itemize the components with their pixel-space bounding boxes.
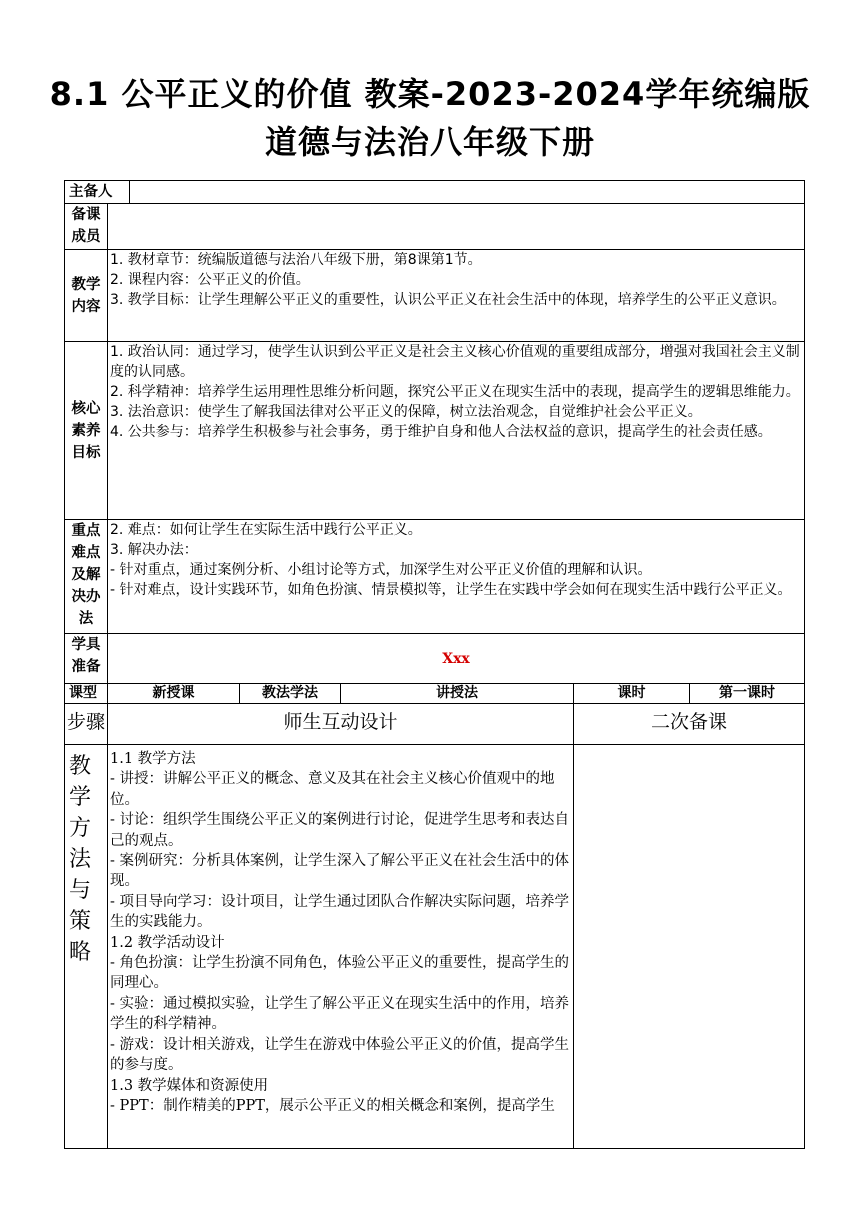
list-item: 1. 政治认同：通过学习，使学生认识到公平正义是社会主义核心价值观的重要组成部分，增强对我国社会主义制度的认同感。 — [110, 344, 800, 380]
method-label: 教法学法 — [240, 684, 341, 704]
list-item: - 讲授：讲解公平正义的概念、意义及其在社会主义核心价值观中的地位。 — [110, 771, 555, 808]
list-item: 4. 公共参与：培养学生积极参与社会事务，勇于维护自身和他人合法权益的意识，提高学生的社会责任感。 — [110, 424, 772, 440]
tools-label: 学具 准备 — [65, 634, 108, 684]
list-item: 2. 课程内容：公平正义的价值。 — [110, 272, 310, 288]
core-literacy-content — [108, 342, 805, 520]
second-prep-label: 二次备课 — [574, 704, 805, 745]
list-item: 3. 教学目标：让学生理解公平正义的重要性，认识公平正义在社会生活中的体现，培养学生的公平正义意识。 — [110, 292, 786, 308]
tools-value: Xxx — [108, 634, 805, 684]
course-type-label: 课型 — [65, 684, 108, 704]
steps-label: 步骤 — [65, 704, 108, 745]
teaching-content — [108, 250, 805, 342]
list-item: 2. 科学精神：培养学生运用理性思维分析问题，探究公平正义在现实生活中的表现，提高学生的逻辑思维能力。 — [110, 384, 800, 400]
lesson-plan-table — [64, 180, 805, 1149]
list-item: - 游戏：设计相关游戏，让学生在游戏中体验公平正义的价值，提高学生的参与度。 — [110, 1036, 570, 1074]
list-item: - 针对重点，通过案例分析、小组讨论等方式，加深学生对公平正义价值的理解和认识。 — [110, 562, 652, 578]
lead-teacher-label: 主备人 — [65, 181, 130, 204]
members-value — [108, 204, 805, 250]
key-points-label: 重点 难点 及解 决办 法 — [65, 520, 108, 634]
course-type-value: 新授课 — [108, 684, 240, 704]
period-label: 课时 — [574, 684, 690, 704]
list-item: 1.3 教学媒体和资源使用 — [110, 1077, 269, 1094]
interaction-label: 师生互动设计 — [108, 704, 574, 745]
strategy-label: 教 学 方 法 与 策 略 — [65, 745, 108, 1149]
list-item: 3. 解决办法： — [110, 542, 198, 558]
list-item: 3. 法治意识：使学生了解我国法律对公平正义的保障，树立法治观念，自觉维护社会公平正义。 — [110, 404, 702, 420]
core-literacy-label: 核心 素养 目标 — [65, 342, 108, 520]
key-points-content — [108, 520, 805, 634]
strategy-content — [108, 745, 574, 1149]
method-value: 讲授法 — [341, 684, 574, 704]
list-item: - 项目导向学习：设计项目，让学生通过团队合作解决实际问题，培养学生的实践能力。 — [110, 893, 570, 931]
list-item: 1.1 教学方法 — [110, 751, 196, 767]
lead-teacher-value — [130, 181, 805, 204]
members-label: 备课 成员 — [65, 204, 108, 250]
period-value: 第一课时 — [690, 684, 805, 704]
list-item: - 案例研究：分析具体案例，让学生深入了解公平正义在社会生活中的体现。 — [110, 853, 570, 890]
list-item: 1. 教材章节：统编版道德与法治八年级下册，第8课第1节。 — [110, 252, 482, 268]
list-item: 1.2 教学活动设计 — [110, 934, 225, 951]
second-prep-value — [574, 745, 805, 1149]
document-title: 8.1 公平正义的价值 教案-2023-2024学年统编版道德与法治八年级下册 — [49, 75, 811, 161]
list-item: - 针对难点，设计实践环节，如角色扮演、情景模拟等，让学生在实践中学会如何在现实生活中践行公平正义。 — [110, 582, 792, 598]
teaching-content-label: 教学 内容 — [65, 250, 108, 342]
list-item: - 角色扮演：让学生扮演不同角色，体验公平正义的重要性，提高学生的同理心。 — [110, 955, 570, 992]
list-item: 2. 难点：如何让学生在实际生活中践行公平正义。 — [110, 522, 422, 538]
list-item: - 讨论：组织学生围绕公平正义的案例进行讨论，促进学生思考和表达自己的观点。 — [110, 812, 570, 849]
list-item: - PPT：制作精美的PPT，展示公平正义的相关概念和案例，提高学生 — [110, 1097, 555, 1114]
list-item: - 实验：通过模拟实验，让学生了解公平正义在现实生活中的作用，培养学生的科学精神。 — [110, 995, 570, 1033]
